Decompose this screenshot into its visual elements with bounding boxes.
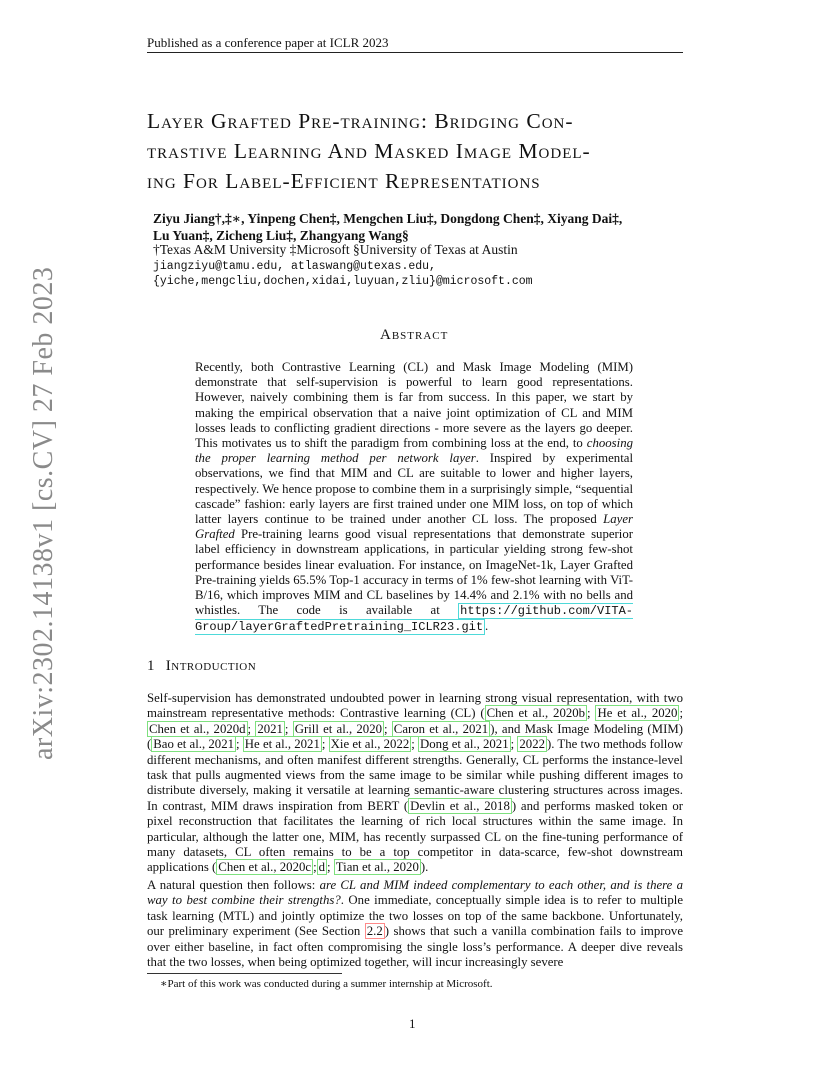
header-rule: [147, 52, 683, 53]
citation-link[interactable]: Xie et al., 2022: [330, 737, 410, 752]
citation-link[interactable]: 2021: [257, 721, 283, 736]
abstract-italic-1: choosing the proper learning method per network layer: [195, 436, 633, 466]
intro-paragraph-2: [147, 878, 683, 970]
abstract-text-2: . Inspired by experimental observations, we find that MIM and CL are suitable to lower and higher layers, respectively. We hence propose to combine them in a surprisingly simple, “sequential cascade” fashion: early layers are first trained under one MIM loss, on top of which latter layers continue to be trained under another CL loss. The proposed: [195, 451, 633, 527]
abstract-text-1: Recently, both Contrastive Learning (CL) and Mask Image Modeling (MIM) demonstrate that self-supervision is powerful to learn good representations. However, naively combining them is far from success. In this paper, we start by making the empirical observation that a naive joint optimization of CL and MIM losses leads to conflicting gradient directions - more severe as the layers go deeper. This motivates us to shift the paradigm from combining loss at the end, to: [195, 360, 633, 451]
para1-text-5: ).: [420, 860, 429, 875]
email-line-2: {yiche,mengcliu,dochen,xidai,luyuan,zliu}@microsoft.com: [153, 275, 533, 288]
para1-text-3: ). The two methods follow different mechanisms, and often manifest different strengths. Generally, CL performs the instance-level task that pulls augmented views from the same image to be similar while pushing different images to distribute diversely, making it versatile at learning semantic-aware clustering structures across images. In contrast, MIM draws inspiration from BERT (: [147, 737, 683, 813]
abstract-end: .: [485, 619, 489, 634]
footnote: ∗Part of this work was conducted during a summer internship at Microsoft.: [160, 978, 493, 990]
citation-link[interactable]: He et al., 2021: [244, 737, 320, 752]
citation-link[interactable]: Grill et al., 2020: [294, 721, 383, 736]
citation-link[interactable]: Tian et al., 2020: [335, 860, 419, 875]
para2-text-1: A natural question then follows:: [147, 878, 320, 892]
para2-italic: are CL and MIM indeed complementary to each other, and is there a way to best combine their strengths?: [147, 878, 683, 908]
abstract-heading: Abstract: [380, 327, 449, 343]
authors-line-1: Ziyu Jiang†,‡∗, Yinpeng Chen‡, Mengchen Liu‡, Dongdong Chen‡, Xiyang Dai‡,: [153, 211, 623, 226]
citation-link[interactable]: Bao et al., 2021: [153, 737, 235, 752]
para2-text-3: ) shows that such a vanilla combination fails to improve over either baseline, in fact often compromising the single loss’s performance. A deeper dive reveals that the two losses, when being optimized together, will incur increasingly severe: [147, 924, 683, 970]
section-number: 1: [147, 658, 155, 674]
title-line-2: trastive Learning And Masked Image Model-: [147, 139, 591, 163]
arxiv-identifier[interactable]: arXiv:2302.14138v1 [cs.CV] 27 Feb 2023: [28, 266, 59, 760]
intro-paragraph-1: Self-supervision has demonstrated undoubted power in learning strong visual representation, with two mainstream representative methods: Contrastive learning (CL) ( Chen et al., 2020b ; He et al., 2020 ; Chen et al., 2020d ; 2021 ; Grill et al., 2020 ; Caron et al., 2021 ), and Mask Image Modeling (MIM) ( Bao et al., 2021 ; He et al., 2021 ; Xie et al., 2022 ; Dong et al., 2021 ; 2022 ). The two methods follow different mechanisms, and often manifest different strengths. Generally, CL performs the instance-level task that pulls augmented views from the same image to be similar while pushing different images to distribute diversely, making it versatile at learning semantic-aware clustering structures across images. In contrast, MIM draws inspiration from BERT ( Devlin et al., 2018 ) and performs masked token or pixel reconstruction that facilitates the learning of rich local structures within the same image. In particular, although the latter one, MIM, has recently surpassed CL on the fine-tuning performance of many datasets, CL often remains to be a top competitor in data-scarce, few-shot downstream applications ( Chen et al., 2020c ; d ; Tian et al., 2020 ).: [147, 691, 683, 875]
title-line-3: ing For Label-Efficient Representations: [147, 169, 541, 193]
running-header: Published as a conference paper at ICLR 2023: [147, 35, 389, 50]
citation-link[interactable]: Chen et al., 2020b: [486, 706, 586, 721]
abstract-body: [195, 360, 633, 636]
affiliations: †Texas A&M University ‡Microsoft §University of Texas at Austin: [153, 242, 518, 257]
section-title: Introduction: [165, 658, 257, 674]
citation-link[interactable]: 2022: [519, 737, 545, 752]
authors-line-2: Lu Yuan‡, Zicheng Liu‡, Zhangyang Wang§: [153, 228, 409, 243]
citation-link[interactable]: Chen et al., 2020c: [218, 860, 312, 875]
footnote-rule: [147, 973, 342, 974]
citation-link[interactable]: Devlin et al., 2018: [410, 798, 510, 813]
para2-text-2: . One immediate, conceptually simple idea is to refer to multiple task learning (MTL) and jointly optimize the two losses on top of the same backbone. Unfortunately, our preliminary experiment (See Section: [147, 893, 683, 939]
para1-text-2: ), and Mask Image Modeling (MIM) (: [147, 721, 683, 752]
section-ref-link[interactable]: 2.2: [366, 924, 383, 939]
title-line-1: Layer Grafted Pre-training: Bridging Con-: [147, 109, 574, 133]
para1-text-1: Self-supervision has demonstrated undoubted power in learning strong visual representation, with two mainstream representative methods: Contrastive learning (CL) (: [147, 691, 683, 721]
citation-link[interactable]: d: [318, 860, 326, 875]
paper-title: [147, 106, 687, 196]
author-list: [153, 210, 683, 244]
email-line-1: jiangziyu@tamu.edu, atlaswang@utexas.edu,: [153, 260, 436, 273]
section-heading: [147, 658, 256, 675]
para1-text-4: ) and performs masked token or pixel reconstruction that facilitates the learning of rich local structures within the same image. In particular, although the latter one, MIM, has recently surpassed CL on the fine-tuning performance of many datasets, CL often remains to be a top competitor in data-scarce, few-shot downstream applications (: [147, 798, 683, 875]
arxiv-sidebar: [8, 266, 59, 760]
page-number: 1: [409, 1016, 416, 1031]
citation-link[interactable]: Chen et al., 2020d: [149, 721, 246, 736]
abstract-italic-2: Layer Grafted: [195, 512, 633, 542]
citation-link[interactable]: Dong et al., 2021: [420, 737, 509, 752]
citation-link[interactable]: Caron et al., 2021: [393, 721, 489, 736]
code-url-link[interactable]: https://github.com/VITA-Group/layerGraftedPretraining_ICLR23.git: [195, 604, 633, 635]
citation-link[interactable]: He et al., 2020: [597, 706, 678, 721]
abstract-text-3: Pre-training learns good visual representations that demonstrate superior label efficiency in downstream applications, in particular yielding strong few-shot performance besides linear evaluation. For instance, on ImageNet-1k, Layer Grafted Pre-training yields 65.5% Top-1 accuracy in terms of 1% few-shot learning with ViT-B/16, which improves MIM and CL baselines by 14.4% and 2.1% with no bells and whistles. The code is available at: [195, 527, 633, 618]
